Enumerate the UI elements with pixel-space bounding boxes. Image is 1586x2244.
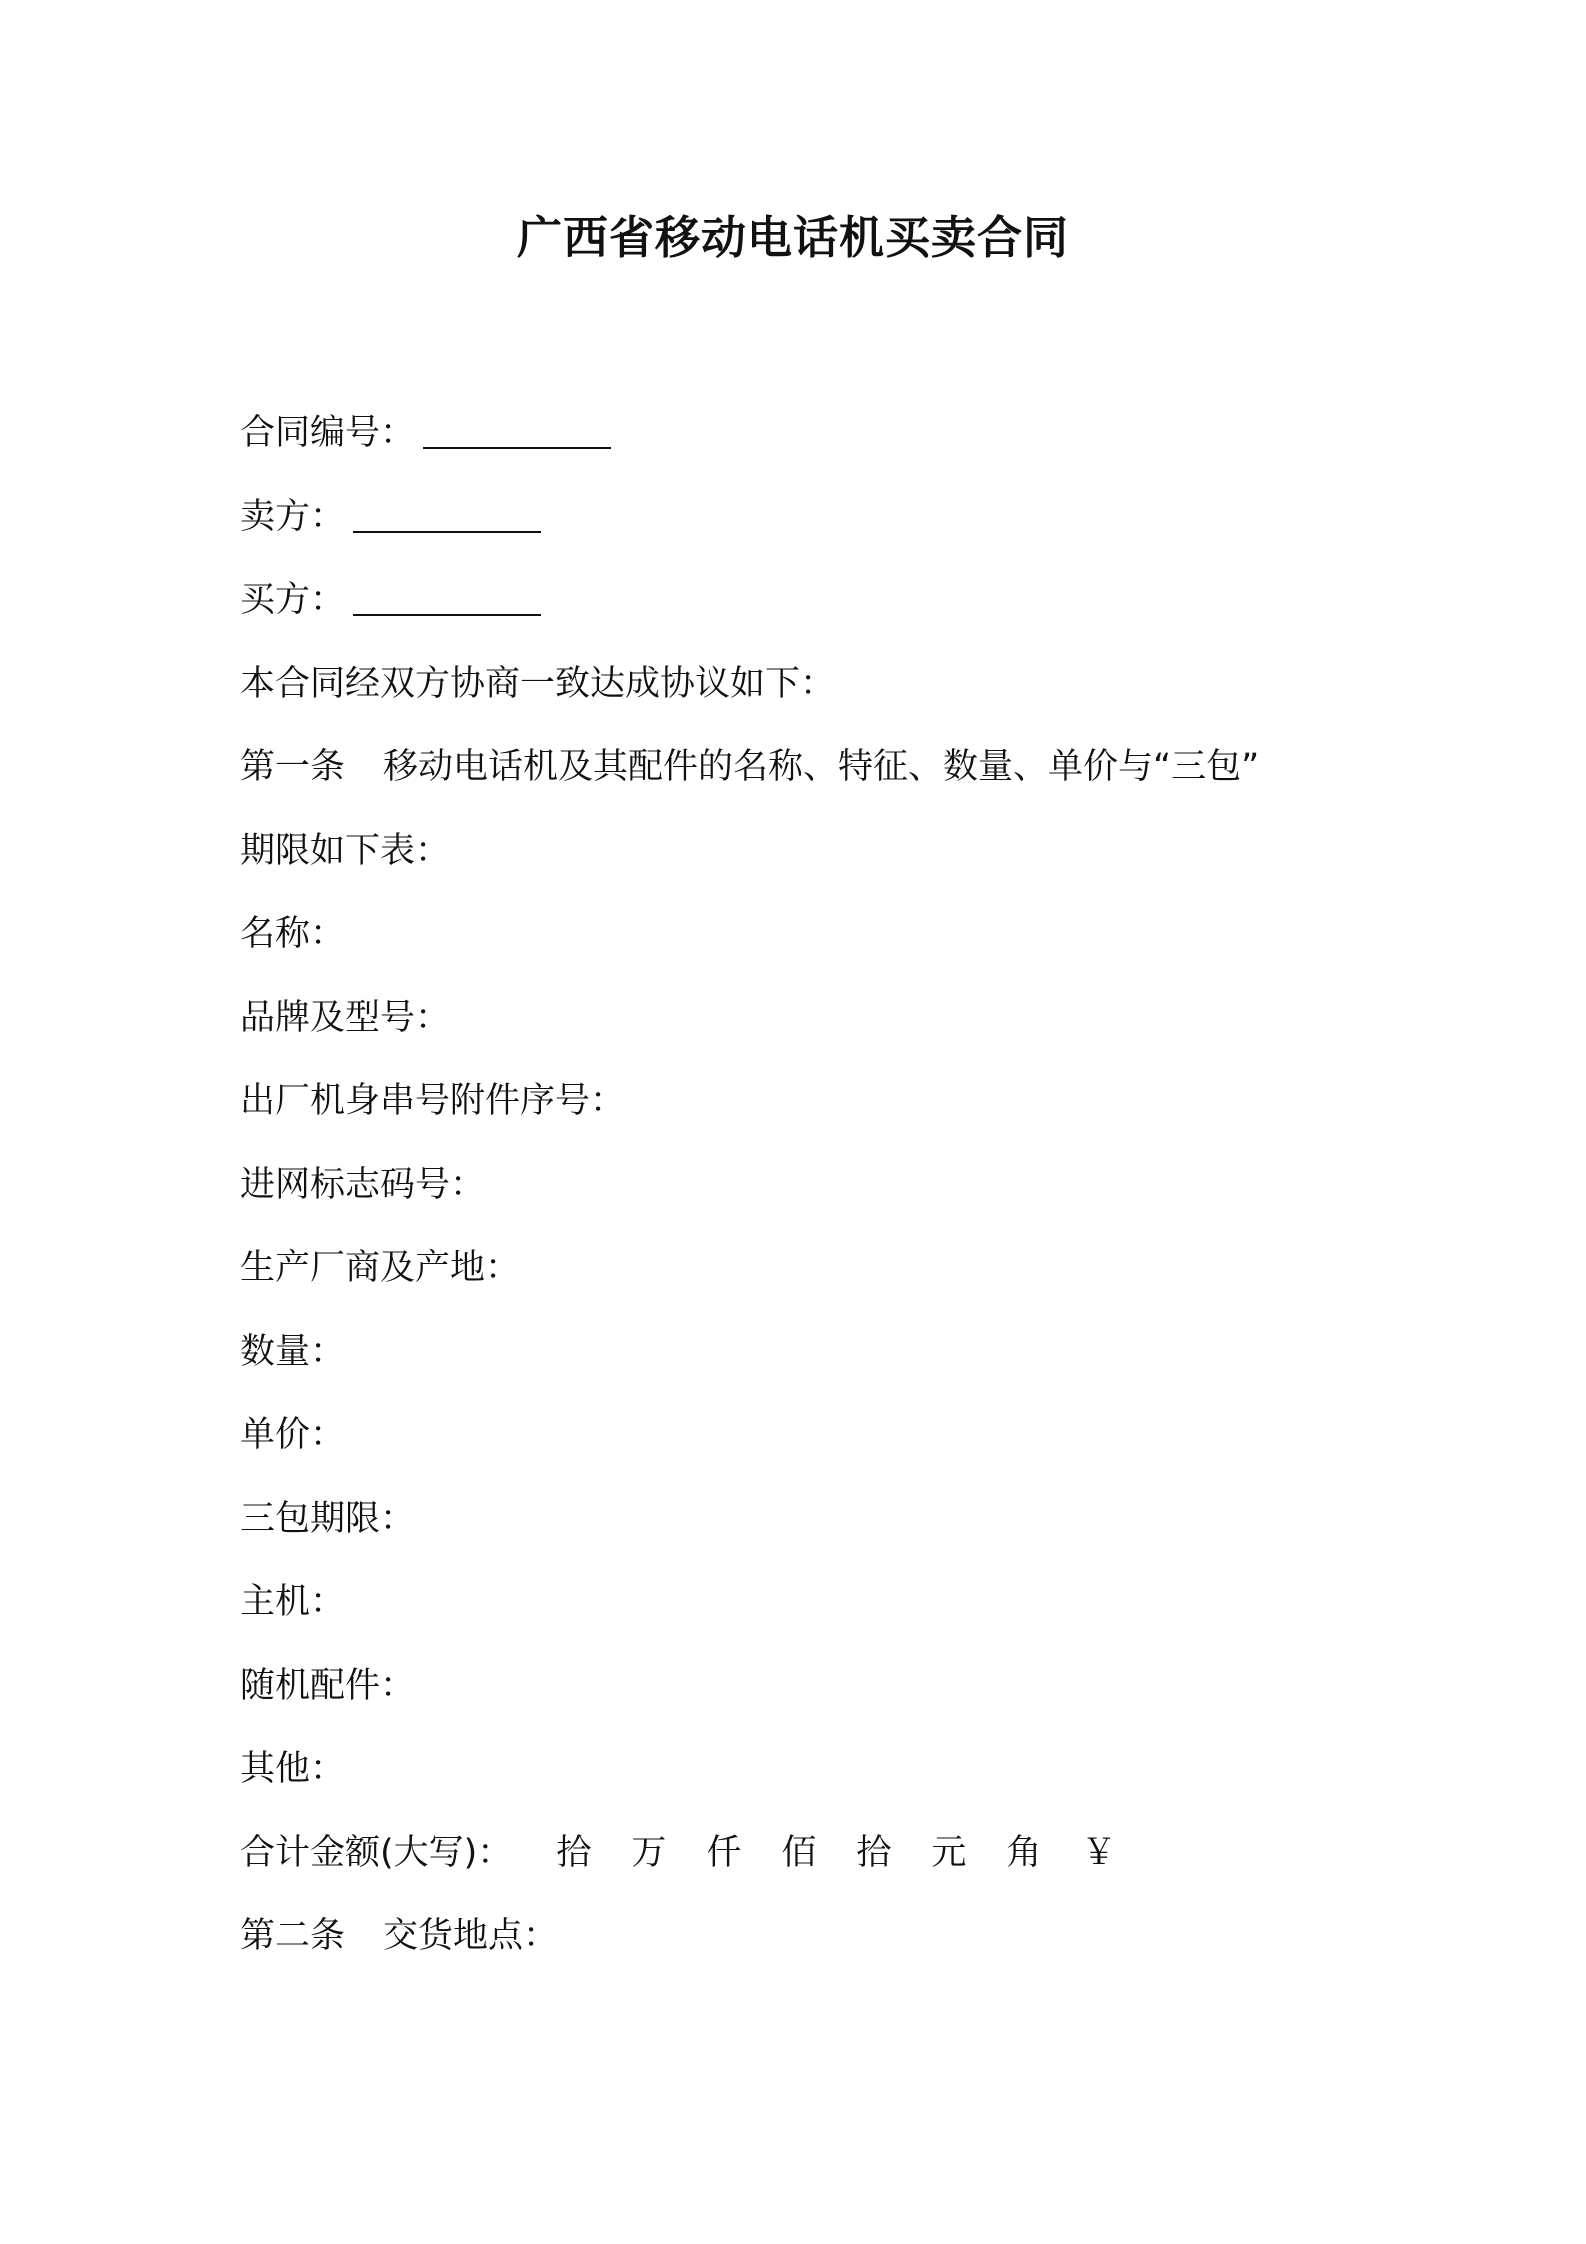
total-amount-line xyxy=(240,1823,1400,1907)
field-serial-number: 出厂机身串号附件序号： xyxy=(240,1081,626,1121)
amount-unit: 拾 xyxy=(556,1832,592,1873)
field-brand-model: 品牌及型号： xyxy=(240,997,451,1038)
amount-units xyxy=(556,1823,1156,1883)
field-network-code: 进网标志码号： xyxy=(240,1164,486,1205)
article-1-number: 第一条 xyxy=(240,747,346,787)
amount-unit: 仟 xyxy=(706,1832,742,1873)
seller-label: 卖方： xyxy=(240,496,346,537)
field-accessories: 随机配件： xyxy=(240,1665,416,1706)
seller-line xyxy=(240,487,1400,571)
buyer-label: 买方： xyxy=(240,580,346,620)
amount-unit: 拾 xyxy=(856,1832,892,1873)
buyer-line xyxy=(240,570,1400,654)
field-other: 其他： xyxy=(240,1749,346,1789)
field-unit-price: 单价： xyxy=(240,1415,346,1455)
document-body xyxy=(240,403,1400,1990)
article-1-line xyxy=(240,737,1400,821)
article-1-continuation: 期限如下表： xyxy=(240,830,451,871)
article-2-line xyxy=(240,1906,1400,1990)
total-amount-label: 合计金额(大写)： xyxy=(240,1832,513,1873)
field-quantity: 数量： xyxy=(240,1331,346,1372)
seller-blank xyxy=(353,487,541,533)
article-2-number: 第二条 xyxy=(240,1916,346,1956)
field-main-unit: 主机： xyxy=(240,1582,346,1622)
contract-number-line xyxy=(240,403,1400,487)
amount-unit: 角 xyxy=(1006,1832,1042,1873)
field-name: 名称： xyxy=(240,914,346,954)
amount-unit: 万 xyxy=(631,1832,667,1873)
field-manufacturer: 生产厂商及产地： xyxy=(240,1248,521,1288)
article-1-text: 移动电话机及其配件的名称、特征、数量、单价与“三包” xyxy=(383,747,1260,787)
contract-number-label: 合同编号： xyxy=(240,413,416,453)
buyer-blank xyxy=(353,570,541,616)
currency-symbol: ￥ xyxy=(1081,1832,1117,1873)
article-2-text: 交货地点： xyxy=(383,1916,559,1956)
amount-unit: 元 xyxy=(931,1832,967,1873)
intro-line: 本合同经双方协商一致达成协议如下： xyxy=(240,663,836,704)
amount-unit: 佰 xyxy=(781,1832,817,1873)
document-title: 广西省移动电话机买卖合同 xyxy=(516,211,1069,264)
contract-number-blank xyxy=(423,403,611,449)
field-warranty-period: 三包期限： xyxy=(240,1498,416,1539)
